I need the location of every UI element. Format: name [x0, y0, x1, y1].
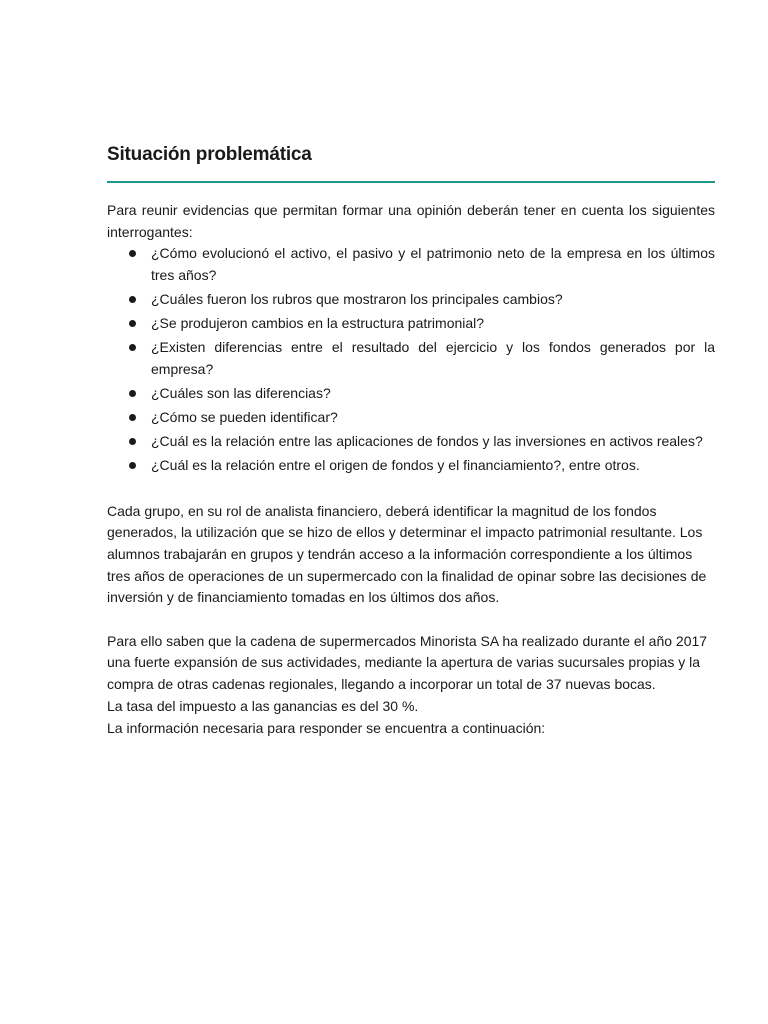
- question-list: [107, 243, 715, 476]
- question-item: [107, 313, 715, 335]
- bullet-icon: [129, 344, 136, 351]
- spacer: [107, 479, 715, 501]
- closing-line: La información necesaria para responder se encuentra a continuación:: [107, 719, 546, 736]
- question-item: [107, 407, 715, 429]
- bullet-icon: [129, 390, 136, 397]
- question-item: [107, 243, 715, 286]
- bullet-icon: [129, 438, 136, 445]
- tax-line: La tasa del impuesto a las ganancias es del 30 %.: [107, 697, 419, 714]
- question-item: [107, 383, 715, 405]
- question-text: ¿Cuál es la relación entre las aplicaciones de fondos y las inversiones en activos reales?: [151, 432, 703, 449]
- question-text: ¿Cuáles fueron los rubros que mostraron los principales cambios?: [151, 291, 563, 308]
- question-item: [107, 289, 715, 311]
- spacer: [107, 609, 715, 631]
- intro-paragraph: Para reunir evidencias que permitan formar una opinión deberán tener en cuenta los siguientes interrogantes:: [107, 202, 715, 240]
- bullet-icon: [129, 320, 136, 327]
- group-paragraph: Cada grupo, en su rol de analista financiero, deberá identificar la magnitud de los fondos generados, la utilización que se hizo de ellos y determinar el impacto patrimonial resultante. Los alumnos trabajarán en grupos y tendrán acceso a la información correspondiente a los últimos tres años de operaciones de un supermercado con la finalidad de opinar sobre las decisiones de inversión y de financiamiento tomadas en los últimos dos años.: [107, 502, 707, 606]
- document-page: [107, 141, 715, 739]
- question-text: ¿Cómo evolucionó el activo, el pasivo y el patrimonio neto de la empresa en los últimos tres años?: [151, 245, 715, 284]
- bullet-icon: [129, 250, 136, 257]
- question-text: ¿Existen diferencias entre el resultado del ejercicio y los fondos generados por la empresa?: [151, 339, 715, 377]
- title-divider: [107, 181, 715, 183]
- bullet-icon: [129, 296, 136, 303]
- question-text: ¿Se produjeron cambios en la estructura patrimonial?: [151, 315, 485, 332]
- question-item: [107, 455, 715, 477]
- question-item: [107, 431, 715, 453]
- question-text: ¿Cuál es la relación entre el origen de fondos y el financiamiento?, entre otros.: [151, 456, 640, 473]
- bullet-icon: [129, 414, 136, 421]
- question-text: ¿Cómo se pueden identificar?: [151, 408, 338, 425]
- question-item: [107, 337, 715, 380]
- context-paragraph: Para ello saben que la cadena de supermercados Minorista SA ha realizado durante el año 2017 una fuerte expansión de sus actividades, mediante la apertura de varias sucursales propias y la compra de otras cadenas regionales, llegando a incorporar un total de 37 nuevas bocas.: [107, 632, 708, 693]
- section-title: Situación problemática: [107, 144, 312, 165]
- question-text: ¿Cuáles son las diferencias?: [151, 384, 331, 401]
- bullet-icon: [129, 462, 136, 469]
